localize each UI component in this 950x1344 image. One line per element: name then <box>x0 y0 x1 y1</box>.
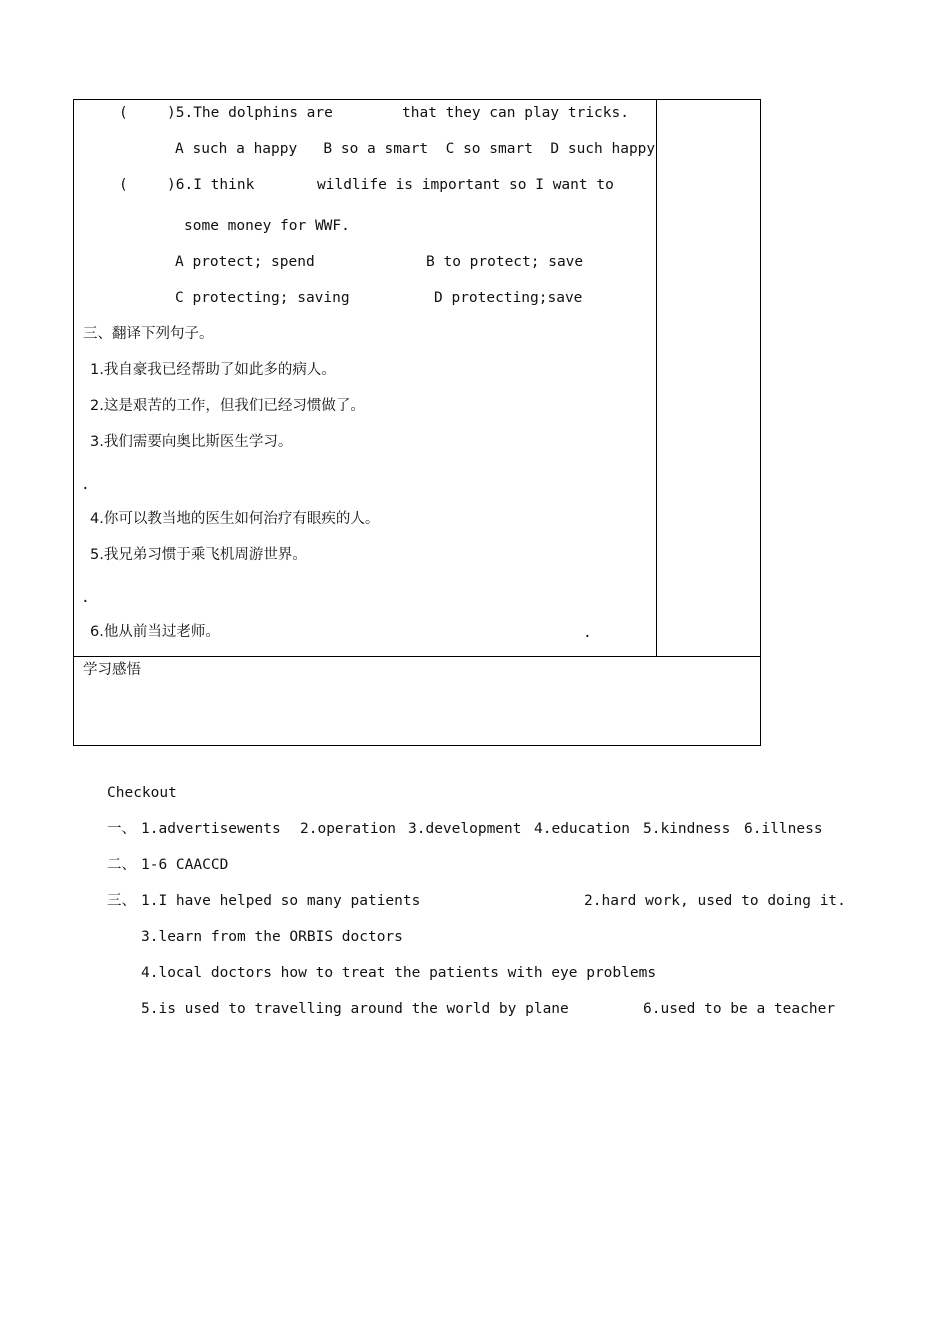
q5-stem-end: that they can play tricks. <box>402 105 629 121</box>
answer-1-6: 6.illness <box>744 821 823 837</box>
blank-dot-2: . <box>81 590 90 606</box>
answer-3-1: 1.I have helped so many patients <box>141 893 421 909</box>
answers-sec2-label: 二、 <box>107 857 136 873</box>
table-column-divider <box>656 99 657 657</box>
answer-3-5: 5.is used to travelling around the world by plane <box>141 1001 569 1017</box>
answers-title: Checkout <box>107 785 177 801</box>
answer-1-3: 3.development <box>408 821 522 837</box>
answer-1-2: 2.operation <box>300 821 397 837</box>
translation-item-1: 1.我自豪我已经帮助了如此多的病人。 <box>90 362 336 378</box>
section3-title: 三、翻译下列句子。 <box>83 326 214 342</box>
blank-dot-3: . <box>583 625 592 641</box>
translation-item-3: 3.我们需要向奥比斯医生学习。 <box>90 434 293 450</box>
q6-option-c: C protecting; saving <box>175 290 350 306</box>
answer-3-3: 3.learn from the ORBIS doctors <box>141 929 403 945</box>
q6-stem-end: wildlife is important so I want to <box>317 177 614 193</box>
translation-item-2: 2.这是艰苦的工作，但我们已经习惯做了。 <box>90 398 365 414</box>
q5-bracket: ( <box>119 105 128 121</box>
answer-3-6: 6.used to be a teacher <box>643 1001 836 1017</box>
q5-stem: )5.The dolphins are <box>167 105 333 121</box>
q6-stem-cont: some money for WWF. <box>184 218 350 234</box>
translation-item-6: 6.他从前当过老师。 <box>90 624 220 640</box>
q6-stem: )6.I think <box>167 177 255 193</box>
q6-bracket: ( <box>119 177 128 193</box>
translation-item-5: 5.我兄弟习惯于乘飞机周游世界。 <box>90 547 307 563</box>
answer-3-2: 2.hard work, used to doing it. <box>584 893 846 909</box>
exercise-table <box>73 99 761 746</box>
answers-sec3-label: 三、 <box>107 893 136 909</box>
q6-option-d: D protecting;save <box>434 290 583 306</box>
blank-dot-1: . <box>81 477 90 493</box>
q6-option-b: B to protect; save <box>426 254 584 270</box>
q5-options: A such a happy B so a smart C so smart D such happy <box>175 141 656 157</box>
answer-1-5: 5.kindness <box>643 821 731 837</box>
answer-3-4: 4.local doctors how to treat the patients with eye problems <box>141 965 657 981</box>
reflection-label: 学习感悟 <box>83 662 141 678</box>
answers-sec1-label: 一、 <box>107 821 136 837</box>
answer-1-1: 1.advertisewents <box>141 821 281 837</box>
answer-2: 1-6 CAACCD <box>141 857 229 873</box>
table-row-divider <box>73 656 761 657</box>
answer-1-4: 4.education <box>534 821 631 837</box>
q6-option-a: A protect; spend <box>175 254 315 270</box>
translation-item-4: 4.你可以教当地的医生如何治疗有眼疾的人。 <box>90 511 380 527</box>
